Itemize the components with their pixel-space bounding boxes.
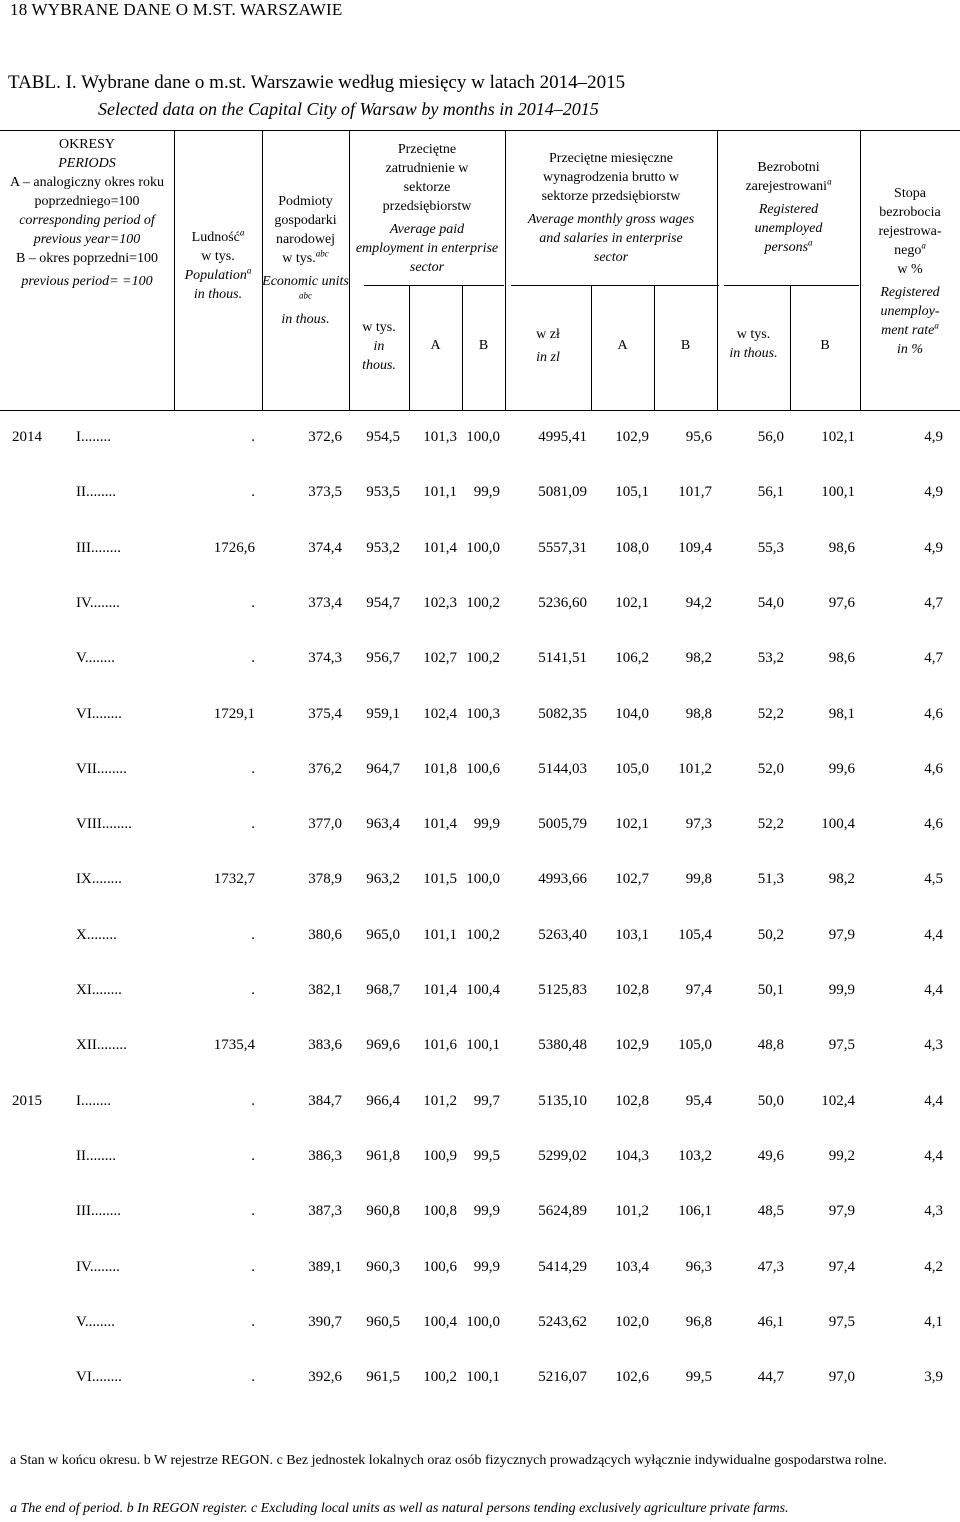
cell-rate: 4,9: [924, 540, 943, 556]
cell-pop: .: [251, 1148, 255, 1164]
cell-ent: 387,3: [308, 1203, 342, 1219]
cell-ent: 376,2: [308, 761, 342, 777]
cell-wage: 5125,83: [538, 982, 587, 998]
cell-pop: .: [251, 595, 255, 611]
cell-emp-a: 100,4: [423, 1314, 457, 1330]
cell-unemp: 50,0: [757, 1093, 784, 1109]
cell-unemp-b: 100,1: [821, 484, 855, 500]
cell-rate: 4,3: [924, 1203, 943, 1219]
cell-emp: 953,5: [366, 484, 400, 500]
cell-unemp: 52,0: [757, 761, 784, 777]
population-header: Ludność$^a$ w tys. Population$^a$ in thous.: [184, 227, 252, 302]
cell-ent: 386,3: [308, 1148, 342, 1164]
cell-wage: 5135,10: [538, 1093, 587, 1109]
cell-emp: 960,8: [366, 1203, 400, 1219]
cell-rate: 4,4: [924, 927, 943, 943]
cell-emp: 959,1: [366, 706, 400, 722]
cell-wage: 4993,66: [538, 871, 587, 887]
row-month: VIII........: [76, 816, 132, 832]
cell-emp-b: 99,9: [473, 816, 500, 832]
cell-emp-b: 100,0: [466, 540, 500, 556]
cell-pop: .: [251, 982, 255, 998]
cell-unemp-b: 102,1: [821, 429, 855, 445]
cell-unemp-b: 97,9: [828, 1203, 855, 1219]
cell-emp: 956,7: [366, 650, 400, 666]
cell-emp-b: 100,3: [466, 706, 500, 722]
row-month: IV........: [76, 1259, 120, 1275]
cell-ent: 389,1: [308, 1259, 342, 1275]
cell-emp-b: 100,4: [466, 982, 500, 998]
cell-ent: 375,4: [308, 706, 342, 722]
cell-ent: 377,0: [308, 816, 342, 832]
cell-unemp-b: 97,5: [828, 1314, 855, 1330]
cell-wage-b: 105,4: [678, 927, 712, 943]
cell-unemp-b: 97,6: [828, 595, 855, 611]
cell-emp-b: 99,9: [473, 484, 500, 500]
employment-unit-header: w tys. in thous.: [362, 320, 396, 373]
cell-unemp: 54,0: [757, 595, 784, 611]
table-row: [0, 982, 960, 1002]
table-row: [0, 484, 960, 504]
cell-rate: 4,6: [924, 706, 943, 722]
cell-wage-a: 103,1: [615, 927, 649, 943]
cell-emp: 968,7: [366, 982, 400, 998]
cell-emp-a: 102,4: [423, 706, 457, 722]
cell-wage-a: 105,1: [615, 484, 649, 500]
cell-unemp: 52,2: [757, 816, 784, 832]
cell-wage-b: 99,8: [685, 871, 712, 887]
cell-emp-a: 101,4: [423, 540, 457, 556]
row-month: IV........: [76, 595, 120, 611]
cell-emp-a: 101,6: [423, 1037, 457, 1053]
cell-emp-a: 101,1: [423, 927, 457, 943]
cell-wage-b: 98,2: [685, 650, 712, 666]
cell-emp-b: 100,1: [466, 1369, 500, 1385]
cell-wage-b: 96,3: [685, 1259, 712, 1275]
entities-header: Podmioty gospodarki narodowej w tys.$^{abc}$ Economic units $^{abc}$ in thous.: [262, 194, 349, 327]
cell-wage: 4995,41: [538, 429, 587, 445]
cell-ent: 373,5: [308, 484, 342, 500]
cell-emp-b: 99,5: [473, 1148, 500, 1164]
cell-emp: 953,2: [366, 540, 400, 556]
cell-ent: 373,4: [308, 595, 342, 611]
cell-emp-a: 102,3: [423, 595, 457, 611]
cell-emp: 963,4: [366, 816, 400, 832]
cell-wage: 5216,07: [538, 1369, 587, 1385]
cell-unemp: 51,3: [757, 871, 784, 887]
cell-wage-b: 95,6: [685, 429, 712, 445]
cell-ent: 374,4: [308, 540, 342, 556]
table-row: [0, 540, 960, 560]
cell-rate: 4,3: [924, 1037, 943, 1053]
row-month: X........: [76, 927, 117, 943]
cell-emp-b: 100,0: [466, 1314, 500, 1330]
cell-wage-a: 102,8: [615, 1093, 649, 1109]
cell-unemp-b: 102,4: [821, 1093, 855, 1109]
cell-pop: .: [251, 484, 255, 500]
table-row: [0, 1037, 960, 1057]
cell-emp-b: 100,0: [466, 429, 500, 445]
cell-unemp: 56,1: [757, 484, 784, 500]
cell-unemp-b: 97,5: [828, 1037, 855, 1053]
cell-pop: .: [251, 1259, 255, 1275]
cell-emp: 966,4: [366, 1093, 400, 1109]
cell-pop: .: [251, 1093, 255, 1109]
cell-emp-a: 101,8: [423, 761, 457, 777]
rate-header: Stopa bezrobocia rejestrowa- nego$^a$ w % Registered unemploy- ment rate$^a$ in %: [878, 186, 942, 357]
row-month: XII........: [76, 1037, 127, 1053]
cell-unemp: 50,2: [757, 927, 784, 943]
cell-unemp: 55,3: [757, 540, 784, 556]
wages-b-header: B: [680, 338, 691, 353]
cell-emp-a: 100,9: [423, 1148, 457, 1164]
cell-unemp: 53,2: [757, 650, 784, 666]
cell-wage-b: 109,4: [678, 540, 712, 556]
cell-rate: 4,6: [924, 761, 943, 777]
table-row: [0, 706, 960, 726]
cell-unemp-b: 99,2: [828, 1148, 855, 1164]
cell-ent: 392,6: [308, 1369, 342, 1385]
cell-pop: .: [251, 650, 255, 666]
cell-pop: 1735,4: [213, 1037, 255, 1053]
table-row: [0, 650, 960, 670]
cell-wage-a: 101,2: [615, 1203, 649, 1219]
cell-emp-a: 101,2: [423, 1093, 457, 1109]
unemployed-header: Bezrobotni zarejestrowani$^a$ Registered unemployed persons$^a$: [745, 160, 832, 255]
cell-ent: 372,6: [308, 429, 342, 445]
cell-emp: 954,5: [366, 429, 400, 445]
row-month: II........: [76, 1148, 116, 1164]
cell-wage: 5263,40: [538, 927, 587, 943]
table-row: [0, 1314, 960, 1334]
cell-wage-a: 108,0: [615, 540, 649, 556]
cell-wage-a: 103,4: [615, 1259, 649, 1275]
table-row: [0, 1369, 960, 1389]
employment-a-header: A: [430, 338, 441, 353]
cell-emp: 969,6: [366, 1037, 400, 1053]
cell-emp: 954,7: [366, 595, 400, 611]
cell-wage-a: 102,1: [615, 816, 649, 832]
cell-wage-a: 102,6: [615, 1369, 649, 1385]
cell-emp-a: 100,6: [423, 1259, 457, 1275]
table-row: [0, 871, 960, 891]
cell-unemp-b: 98,2: [828, 871, 855, 887]
cell-rate: 4,4: [924, 982, 943, 998]
row-month: III........: [76, 540, 121, 556]
cell-rate: 4,1: [924, 1314, 943, 1330]
periods-header: OKRESY PERIODS A – analogiczny okres roku poprzedniego=100 corresponding period of previous year=100 B – okres poprzedni=100 previous period= =100: [10, 137, 164, 289]
unemployed-unit-header: w tys. in thous.: [729, 327, 778, 361]
cell-emp-a: 102,7: [423, 650, 457, 666]
row-month: V........: [76, 1314, 115, 1330]
cell-unemp-b: 100,4: [821, 816, 855, 832]
cell-pop: 1732,7: [213, 871, 255, 887]
cell-wage: 5243,62: [538, 1314, 587, 1330]
cell-unemp: 47,3: [757, 1259, 784, 1275]
row-month: IX........: [76, 871, 122, 887]
footnotes-pl: a Stan w końcu okresu. b W rejestrze REGON. c Bez jednostek lokalnych oraz osób fizycznych prowadzących wyłącznie indywidualne gospodarstwa rolne.: [10, 1453, 887, 1468]
row-month: XI........: [76, 982, 122, 998]
row-year: 2015: [12, 1093, 42, 1109]
wages-a-header: A: [617, 338, 628, 353]
cell-emp-a: 101,1: [423, 484, 457, 500]
row-month: II........: [76, 484, 116, 500]
cell-emp-b: 99,9: [473, 1203, 500, 1219]
cell-emp: 963,2: [366, 871, 400, 887]
row-month: III........: [76, 1203, 121, 1219]
cell-unemp: 52,2: [757, 706, 784, 722]
cell-wage-b: 101,2: [678, 761, 712, 777]
cell-wage-b: 98,8: [685, 706, 712, 722]
table-row: [0, 429, 960, 449]
cell-emp: 961,8: [366, 1148, 400, 1164]
cell-emp-b: 100,2: [466, 650, 500, 666]
cell-rate: 4,7: [924, 595, 943, 611]
cell-emp: 961,5: [366, 1369, 400, 1385]
cell-wage-a: 105,0: [615, 761, 649, 777]
table-row: [0, 816, 960, 836]
row-month: VII........: [76, 761, 127, 777]
cell-unemp-b: 98,6: [828, 650, 855, 666]
cell-emp-b: 100,2: [466, 595, 500, 611]
row-month: VI........: [76, 706, 122, 722]
cell-unemp: 50,1: [757, 982, 784, 998]
row-month: I........: [76, 1093, 111, 1109]
unemployed-b-header: B: [820, 338, 830, 353]
cell-wage-a: 104,3: [615, 1148, 649, 1164]
cell-rate: 4,9: [924, 484, 943, 500]
cell-pop: 1729,1: [213, 706, 255, 722]
cell-pop: .: [251, 761, 255, 777]
cell-unemp-b: 98,6: [828, 540, 855, 556]
cell-emp-a: 101,4: [423, 816, 457, 832]
cell-unemp-b: 97,4: [828, 1259, 855, 1275]
cell-wage-a: 102,1: [615, 595, 649, 611]
row-month: VI........: [76, 1369, 122, 1385]
cell-emp-b: 99,7: [473, 1093, 500, 1109]
cell-wage: 5380,48: [538, 1037, 587, 1053]
cell-rate: 4,2: [924, 1259, 943, 1275]
table-row: [0, 1093, 960, 1113]
cell-rate: 4,7: [924, 650, 943, 666]
row-year: 2014: [12, 429, 42, 445]
row-month: V........: [76, 650, 115, 666]
cell-unemp-b: 97,0: [828, 1369, 855, 1385]
cell-ent: 382,1: [308, 982, 342, 998]
cell-wage-a: 106,2: [615, 650, 649, 666]
cell-ent: 380,6: [308, 927, 342, 943]
cell-wage: 5144,03: [538, 761, 587, 777]
cell-emp-a: 100,2: [423, 1369, 457, 1385]
employment-header: Przeciętne zatrudnienie w sektorze przedsiębiorstw Average paid employment in enterprise sector: [355, 142, 499, 275]
cell-ent: 378,9: [308, 871, 342, 887]
cell-unemp: 46,1: [757, 1314, 784, 1330]
cell-wage: 5005,79: [538, 816, 587, 832]
cell-wage-a: 102,9: [615, 1037, 649, 1053]
table-row: [0, 1203, 960, 1223]
cell-rate: 4,4: [924, 1093, 943, 1109]
cell-wage-b: 96,8: [685, 1314, 712, 1330]
cell-wage-b: 106,1: [678, 1203, 712, 1219]
cell-wage: 5299,02: [538, 1148, 587, 1164]
cell-emp-b: 99,9: [473, 1259, 500, 1275]
cell-pop: .: [251, 1369, 255, 1385]
cell-wage-a: 102,0: [615, 1314, 649, 1330]
cell-rate: 4,6: [924, 816, 943, 832]
cell-pop: .: [251, 429, 255, 445]
cell-unemp: 56,0: [757, 429, 784, 445]
cell-unemp: 44,7: [757, 1369, 784, 1385]
cell-ent: 383,6: [308, 1037, 342, 1053]
cell-rate: 4,9: [924, 429, 943, 445]
cell-pop: .: [251, 816, 255, 832]
cell-pop: .: [251, 1203, 255, 1219]
cell-wage: 5081,09: [538, 484, 587, 500]
row-month: I........: [76, 429, 111, 445]
cell-unemp: 49,6: [757, 1148, 784, 1164]
table-row: [0, 761, 960, 781]
cell-emp: 964,7: [366, 761, 400, 777]
table-row: [0, 1148, 960, 1168]
table-subtitle: Selected data on the Capital City of Warsaw by months in 2014–2015: [98, 99, 599, 119]
table-title: TABL. I. Wybrane dane o m.st. Warszawie według miesięcy w latach 2014–2015: [8, 72, 626, 93]
cell-unemp-b: 97,9: [828, 927, 855, 943]
cell-unemp-b: 99,9: [828, 982, 855, 998]
cell-emp-b: 100,2: [466, 927, 500, 943]
cell-pop: .: [251, 1314, 255, 1330]
cell-emp-a: 101,5: [423, 871, 457, 887]
cell-ent: 384,7: [308, 1093, 342, 1109]
cell-wage-b: 95,4: [685, 1093, 712, 1109]
cell-wage-b: 103,2: [678, 1148, 712, 1164]
cell-rate: 4,5: [924, 871, 943, 887]
cell-unemp: 48,8: [757, 1037, 784, 1053]
cell-emp-a: 100,8: [423, 1203, 457, 1219]
cell-unemp: 48,5: [757, 1203, 784, 1219]
cell-wage-b: 101,7: [678, 484, 712, 500]
employment-b-header: B: [478, 338, 489, 353]
cell-pop: 1726,6: [213, 540, 255, 556]
cell-wage-a: 104,0: [615, 706, 649, 722]
cell-wage-b: 99,5: [685, 1369, 712, 1385]
cell-emp-a: 101,4: [423, 982, 457, 998]
cell-emp-b: 100,6: [466, 761, 500, 777]
cell-ent: 374,3: [308, 650, 342, 666]
cell-wage-b: 97,4: [685, 982, 712, 998]
cell-emp-a: 101,3: [423, 429, 457, 445]
cell-unemp-b: 98,1: [828, 706, 855, 722]
cell-wage-a: 102,7: [615, 871, 649, 887]
cell-wage-a: 102,8: [615, 982, 649, 998]
wages-header: Przeciętne miesięczne wynagrodzenia brutto w sektorze przedsiębiorstw Average monthly gross wages and salaries in enterprise sector: [527, 151, 695, 265]
cell-wage: 5236,60: [538, 595, 587, 611]
cell-emp-b: 100,0: [466, 871, 500, 887]
cell-wage: 5082,35: [538, 706, 587, 722]
cell-wage: 5557,31: [538, 540, 587, 556]
cell-wage-b: 97,3: [685, 816, 712, 832]
cell-emp: 965,0: [366, 927, 400, 943]
wages-unit-header: w zł in zl: [536, 327, 560, 365]
footnotes-en: a The end of period. b In REGON register. c Excluding local units as well as natural persons tending exclusively agriculture private farms.: [10, 1501, 789, 1516]
cell-wage: 5624,89: [538, 1203, 587, 1219]
running-head: 18 WYBRANE DANE O M.ST. WARSZAWIE: [10, 0, 343, 19]
cell-unemp-b: 99,6: [828, 761, 855, 777]
cell-rate: 4,4: [924, 1148, 943, 1164]
cell-wage-b: 94,2: [685, 595, 712, 611]
cell-ent: 390,7: [308, 1314, 342, 1330]
table-row: [0, 927, 960, 947]
cell-pop: .: [251, 927, 255, 943]
cell-emp-b: 100,1: [466, 1037, 500, 1053]
cell-wage-b: 105,0: [678, 1037, 712, 1053]
cell-emp: 960,3: [366, 1259, 400, 1275]
table-row: [0, 1259, 960, 1279]
cell-rate: 3,9: [924, 1369, 943, 1385]
table-row: [0, 595, 960, 615]
cell-emp: 960,5: [366, 1314, 400, 1330]
cell-wage-a: 102,9: [615, 429, 649, 445]
cell-wage: 5141,51: [538, 650, 587, 666]
cell-wage: 5414,29: [538, 1259, 587, 1275]
